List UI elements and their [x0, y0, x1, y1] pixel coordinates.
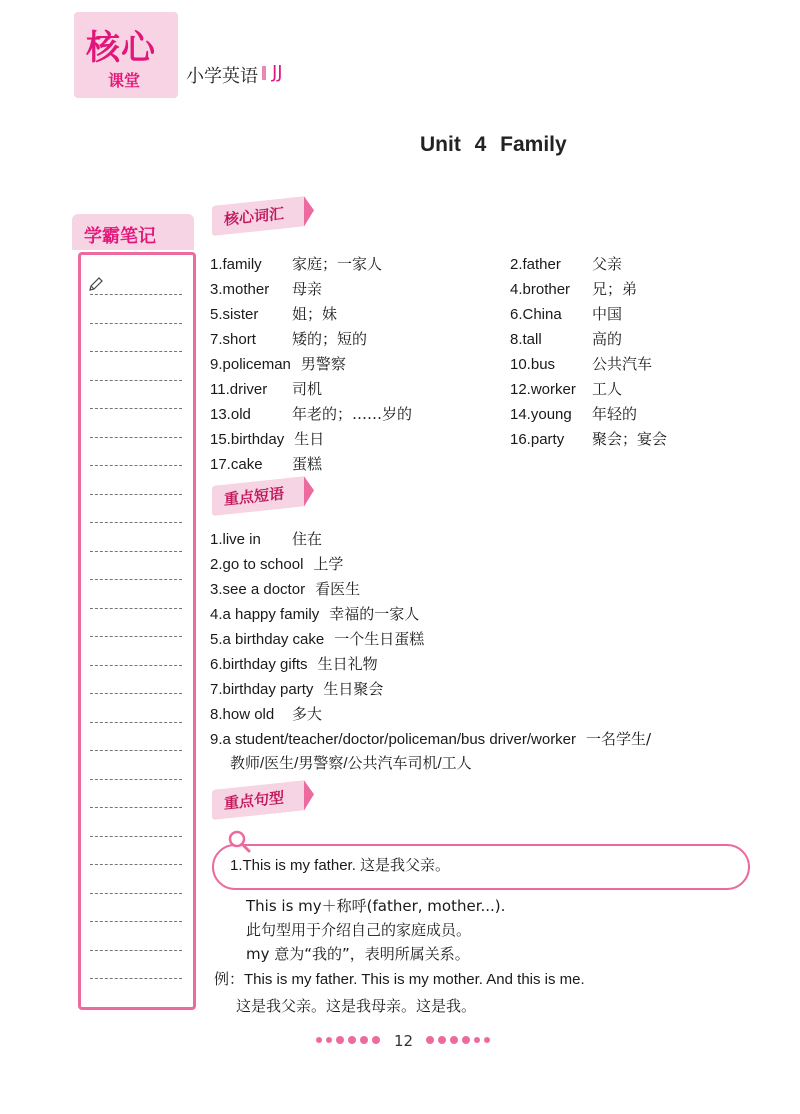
section-tag-vocab: 核心词汇: [212, 196, 306, 236]
note-line: [90, 608, 182, 609]
logo-sub-text: 课堂: [108, 71, 141, 90]
note-line: [90, 750, 182, 751]
note-line: [90, 779, 182, 780]
phrase-item: 2.go to school 上学: [210, 555, 344, 573]
vocab-item: 7.short 矮的；短的: [210, 330, 368, 348]
note-line: [90, 437, 182, 438]
vocab-item: 13.old 年老的；……岁的: [210, 405, 413, 423]
note-line: [90, 836, 182, 837]
note-line: [90, 522, 182, 523]
logo-main-text: 核心: [86, 28, 156, 68]
page-dots-left: [316, 1036, 380, 1044]
note-line: [90, 636, 182, 637]
note-line: [90, 408, 182, 409]
note-line: [90, 665, 182, 666]
notes-heading: 学霸笔记: [84, 226, 156, 247]
notes-panel[interactable]: [78, 252, 196, 1010]
pattern-sentence: 1.This is my father. 这是我父亲。: [230, 857, 451, 874]
vocab-item: 5.sister 姐；妹: [210, 305, 338, 323]
note-line: [90, 807, 182, 808]
vocab-item: 3.mother 母亲: [210, 280, 323, 298]
vocab-item: 12.worker 工人: [510, 380, 623, 398]
vocab-item: 4.brother 兄；弟: [510, 280, 638, 298]
vocab-item: 11.driver 司机: [210, 380, 323, 398]
note-line: [90, 380, 182, 381]
vocab-item: 2.father 父亲: [510, 255, 623, 273]
note-line: [90, 465, 182, 466]
note-line: [90, 722, 182, 723]
vocab-item: 9.policeman 男警察: [210, 355, 346, 373]
vocab-item: 8.tall 高的: [510, 330, 623, 348]
section-tag-sentences: 重点句型: [212, 780, 306, 820]
vocab-item: 14.young 年轻的: [510, 405, 638, 423]
edition-label: JJ: [272, 62, 283, 83]
phrase-item: 9.a student/teacher/doctor/policeman/bus driver/worker 一名学生/: [210, 730, 652, 748]
note-line: [90, 494, 182, 495]
vocab-item: 16.party 聚会；宴会: [510, 430, 668, 448]
note-line: [90, 351, 182, 352]
subject-label: 小学英语: [186, 66, 258, 87]
note-line: [90, 579, 182, 580]
vocab-item: 6.China 中国: [510, 305, 623, 323]
phrase-item: 4.a happy family 幸福的一家人: [210, 605, 420, 623]
pencil-icon: [88, 276, 104, 292]
page-title: Unit 4 Family: [420, 133, 567, 156]
vocab-item: 10.bus 公共汽车: [510, 355, 653, 373]
phrase-item: 8.how old 多大: [210, 705, 323, 723]
pattern-example-cn: 这是我父亲。这是我母亲。这是我。: [236, 997, 477, 1015]
phrase-item: 3.see a doctor 看医生: [210, 580, 361, 598]
note-line: [90, 294, 182, 295]
phrase-item: 7.birthday party 生日聚会: [210, 680, 384, 698]
magnifier-icon: [226, 828, 252, 854]
note-line: [90, 978, 182, 979]
header-divider: [262, 66, 266, 80]
note-line: [90, 323, 182, 324]
note-line: [90, 551, 182, 552]
section-tag-phrases: 重点短语: [212, 476, 306, 516]
vocab-item: 17.cake 蛋糕: [210, 455, 323, 473]
pattern-usage: 此句型用于介绍自己的家庭成员。: [246, 921, 472, 939]
phrase-item: 1.live in 住在: [210, 530, 323, 548]
phrase-item: 5.a birthday cake 一个生日蛋糕: [210, 630, 425, 648]
phrase-item-continued: 教师/医生/男警察/公共汽车司机/工人: [230, 755, 472, 772]
note-line: [90, 864, 182, 865]
page-number: 12: [394, 1032, 414, 1050]
note-line: [90, 921, 182, 922]
phrase-item: 6.birthday gifts 生日礼物: [210, 655, 378, 673]
note-line: [90, 693, 182, 694]
pattern-structure: This is my＋称呼(father, mother...).: [246, 897, 506, 915]
pattern-example-en: 例：This is my father. This is my mother. And this is me.: [214, 971, 585, 988]
vocab-item: 1.family 家庭；一家人: [210, 255, 383, 273]
note-line: [90, 893, 182, 894]
note-line: [90, 950, 182, 951]
pattern-note: my 意为“我的”，表明所属关系。: [246, 945, 470, 963]
page-dots-right: [426, 1036, 490, 1044]
vocab-item: 15.birthday 生日: [210, 430, 325, 448]
